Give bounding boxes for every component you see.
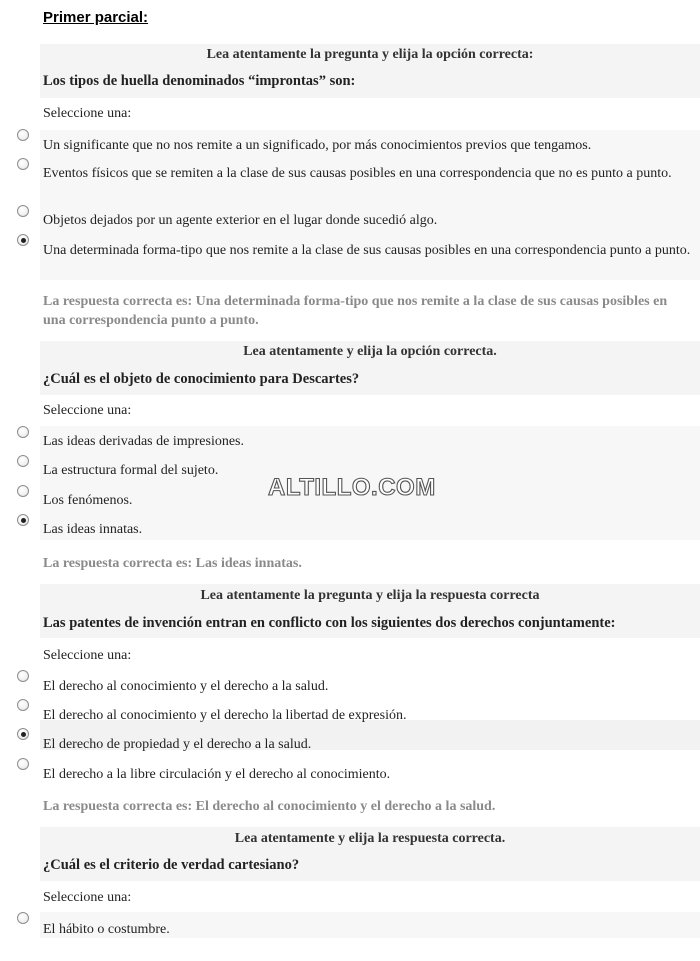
- question-3-option-3-radio[interactable]: [17, 728, 29, 740]
- question-3-prompt: Las patentes de invención entran en conflicto con los siguientes dos derechos conjuntamente:: [43, 615, 616, 631]
- question-2-instruction: Lea atentamente y elija la opción correcta.: [243, 344, 497, 359]
- question-2-correct-answer: La respuesta correcta es: Las ideas innatas.: [43, 556, 302, 571]
- question-3-option-2-radio[interactable]: [17, 699, 29, 711]
- question-2-option-1-radio[interactable]: [17, 426, 29, 438]
- altillo-watermark: ALTILLO.COM: [268, 474, 436, 501]
- question-1-option-3-radio[interactable]: [17, 205, 29, 217]
- question-1-option-1-label[interactable]: Un significante que no nos remite a un significado, por más conocimientos previos que tengamos.: [43, 138, 592, 153]
- question-3-correct-answer: La respuesta correcta es: El derecho al conocimiento y el derecho a la salud.: [43, 799, 496, 814]
- question-1-option-4-radio[interactable]: [17, 234, 29, 246]
- question-2-option-2-label[interactable]: La estructura formal del sujeto.: [43, 463, 219, 478]
- question-4-option-1-radio[interactable]: [17, 912, 29, 924]
- question-3-option-3-label[interactable]: El derecho de propiedad y el derecho a la salud.: [43, 737, 312, 752]
- page-heading: Primer parcial:: [43, 9, 149, 26]
- question-2-select-label: Seleccione una:: [43, 403, 132, 418]
- question-3-select-label: Seleccione una:: [43, 648, 132, 663]
- question-1-correct-answer: La respuesta correcta es: Una determinada forma-tipo que nos remite a la clase de sus causas posibles en una correspondencia punto a punto.: [43, 294, 668, 328]
- question-2-option-4-radio[interactable]: [17, 514, 29, 526]
- question-3-instruction: Lea atentamente la pregunta y elija la respuesta correcta: [200, 588, 540, 603]
- question-1-option-2-radio[interactable]: [17, 158, 29, 170]
- question-1-option-3-label[interactable]: Objetos dejados por un agente exterior en el lugar donde sucedió algo.: [43, 213, 438, 228]
- question-3-option-2-label[interactable]: El derecho al conocimiento y el derecho la libertad de expresión.: [43, 708, 407, 723]
- question-3-option-4-label[interactable]: El derecho a la libre circulación y el derecho al conocimiento.: [43, 767, 391, 782]
- question-1-option-2-label[interactable]: Eventos físicos que se remiten a la clase de sus causas posibles en una correspondencia que no es punto a punto.: [43, 166, 672, 181]
- question-4-option-1-label[interactable]: El hábito o costumbre.: [43, 922, 170, 937]
- question-3-option-1-radio[interactable]: [17, 670, 29, 682]
- question-2-option-1-label[interactable]: Las ideas derivadas de impresiones.: [43, 434, 244, 449]
- question-4-instruction: Lea atentamente y elija la respuesta correcta.: [234, 831, 506, 846]
- question-1-prompt: Los tipos de huella denominados “improntas” son:: [43, 73, 356, 89]
- question-2-option-2-radio[interactable]: [17, 455, 29, 467]
- question-2-prompt: ¿Cuál es el objeto de conocimiento para Descartes?: [43, 371, 360, 387]
- question-1-instruction: Lea atentamente la pregunta y elija la opción correcta:: [206, 47, 534, 62]
- question-1-select-label: Seleccione una:: [43, 106, 132, 121]
- question-1-option-4-label[interactable]: Una determinada forma-tipo que nos remite a la clase de sus causas posibles en una correspondencia punto a punto.: [43, 243, 691, 258]
- question-2-option-4-label[interactable]: Las ideas innatas.: [43, 522, 143, 537]
- question-3-option-4-radio[interactable]: [17, 758, 29, 770]
- question-4-select-label: Seleccione una:: [43, 890, 132, 905]
- question-2-option-3-label[interactable]: Los fenómenos.: [43, 493, 133, 508]
- question-4-prompt: ¿Cuál es el criterio de verdad cartesiano?: [43, 857, 300, 873]
- question-3-option-1-label[interactable]: El derecho al conocimiento y el derecho a la salud.: [43, 679, 329, 694]
- question-2-option-3-radio[interactable]: [17, 485, 29, 497]
- question-1-option-1-radio[interactable]: [17, 129, 29, 141]
